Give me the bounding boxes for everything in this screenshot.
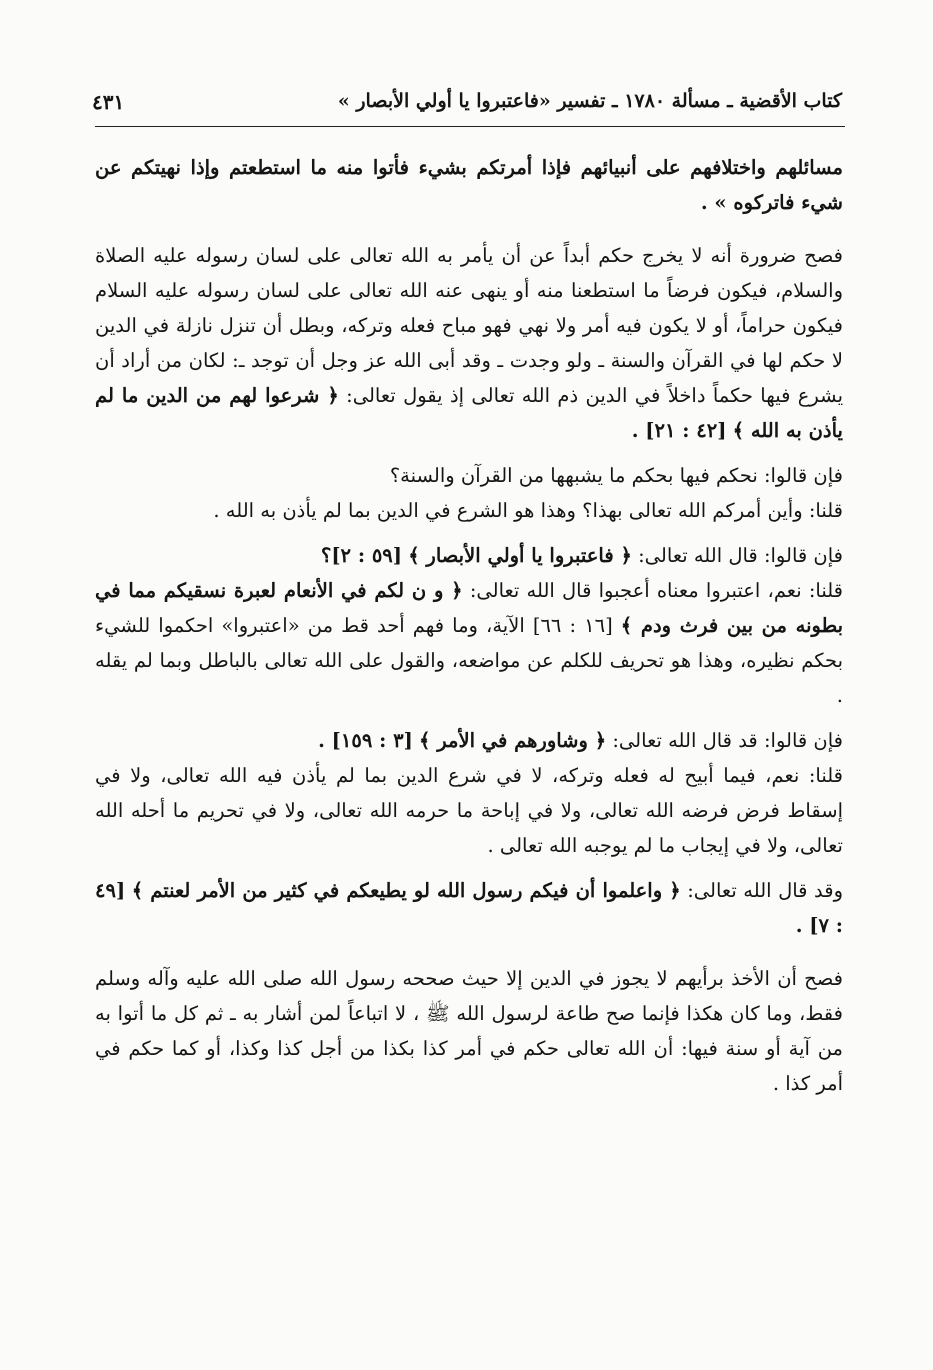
- paragraph-conclusion: [95, 238, 843, 448]
- objection-paragraph: [95, 723, 843, 758]
- verse-reference: [٣ : ١٥٩] .: [318, 729, 413, 752]
- quran-quote: ﴿ فاعتبروا يا أولي الأبصار ﴾: [408, 544, 632, 567]
- header-divider: [95, 126, 845, 127]
- quran-quote: ﴿ و ن لكم في الأنعام لعبرة نسقيكم مما في بطونه من بين فرث ودم ﴾: [95, 579, 844, 637]
- hadith-continuation: مسائلهم واختلافهم على أنبيائهم فإذا أمرتكم بشيء فأتوا منه ما استطعتم وإذا نهيتكم عن شيء فاتركوه » .: [95, 156, 843, 214]
- reply-paragraph: [95, 573, 843, 713]
- objection-paragraph: فإن قالوا: نحكم فيها بحكم ما يشبهها من القرآن والسنة؟: [389, 464, 843, 487]
- quran-quote: ﴿ واعلموا أن فيكم رسول الله لو يطيعكم في كثير من الأمر لعنتم ﴾: [131, 879, 681, 902]
- reply-paragraph: قلنا: وأين أمركم الله تعالى بهذا؟ وهذا هو الشرع في الدين بما لم يأذن به الله .: [213, 499, 843, 522]
- verse-paragraph: [95, 873, 843, 943]
- verse-reference: [٤٢ : ٢١] .: [631, 419, 727, 442]
- paragraph-text: وقد قال الله تعالى:: [687, 879, 844, 902]
- page-body: [95, 150, 843, 1101]
- paragraph-text: [١٦ : ٦٦] الآية، وما فهم أحد قط من «اعتبروا» احكموا للشيء بحكم نظيره، وهذا هو تحريف للكلم عن مواضعه، والقول على الله تعالى بالباطل وبما لم يقله .: [95, 614, 843, 707]
- quran-quote: ﴿ شرعوا لهم من الدين ما لم يأذن به الله ﴾: [95, 384, 843, 442]
- paragraph-text: قلنا: نعم، اعتبروا معناه أعجبوا قال الله تعالى:: [469, 579, 843, 602]
- reply-paragraph: قلنا: نعم، فيما أبيح له فعله وتركه، لا في شرع الدين بما لم يأذن فيه الله تعالى، ولا في إسقاط فرض فرضه الله تعالى، ولا في إباحة ما حرمه الله تعالى، ولا في تحريم ما أحله الله تعالى، ولا في إيجاب ما لم يوجبه الله تعالى .: [95, 764, 843, 857]
- closing-paragraph: فصح أن الأخذ برأيهم لا يجوز في الدين إلا حيث صححه رسول الله صلى الله عليه وآله وسلم فقط، وما كان هكذا فإنما صح طاعة لرسول الله ﷺ ، لا اتباعاً لمن أشار به ـ ثم كل ما أتوا به من آية أو سنة فيها: أن الله تعالى حكم في أمر كذا بكذا من أجل كذا وكذا، أو كما حكم في أمر كذا .: [95, 967, 843, 1095]
- paragraph-text: فإن قالوا: قال الله تعالى:: [638, 544, 843, 567]
- page-number: ٤٣١: [92, 90, 125, 114]
- running-title: كتاب الأقضية ـ مسألة ١٧٨٠ ـ تفسير «فاعتبروا يا أولي الأبصار »: [337, 90, 842, 112]
- paragraph-text: فإن قالوا: قد قال الله تعالى:: [612, 729, 843, 752]
- verse-reference: [٥٩ : ٢]؟: [320, 544, 402, 567]
- verse-reference: [٤٩ : ٧] .: [95, 879, 843, 937]
- objection-paragraph: [95, 538, 843, 573]
- paragraph-text: فصح ضرورة أنه لا يخرج حكم أبداً عن أن يأمر به الله تعالى على لسان رسوله عليه الصلاة والسلام، فيكون فرضاً ما استطعنا منه أو ينهى عنه الله تعالى على لسان رسوله عليه السلام فيكون حراماً، أو لا يكون فيه أمر ولا نهي فهو مباح فعله وتركه، وبطل أن تنزل نازلة في الدين لا حكم لها في القرآن والسنة ـ ولو وجدت ـ وقد أبى الله عز وجل أن توجد ـ: لكان من أراد أن يشرع فيها حكماً داخلاً في الدين ذم الله تعالى إذ يقول تعالى:: [95, 244, 843, 407]
- page-header: [90, 82, 842, 118]
- quran-quote: ﴿ وشاورهم في الأمر ﴾: [419, 729, 607, 752]
